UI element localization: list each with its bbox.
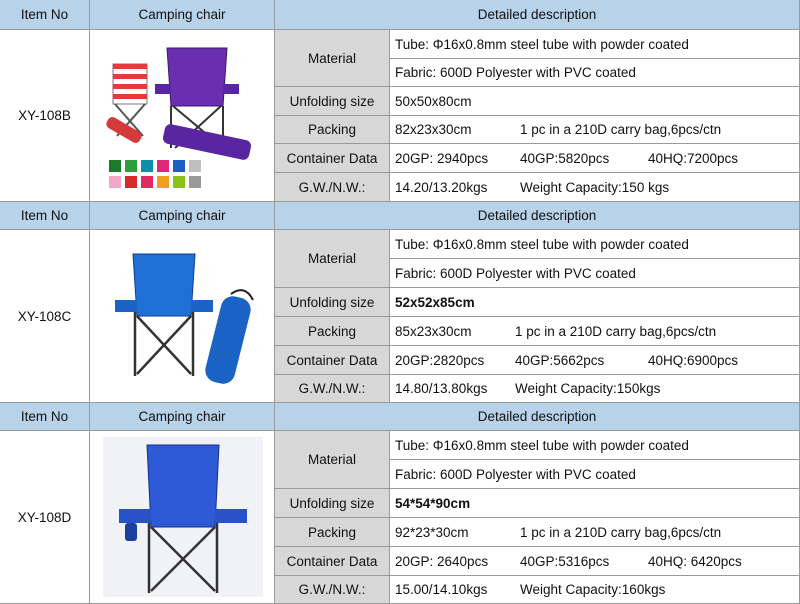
- header-camping-chair: Camping chair: [90, 202, 275, 230]
- header-item-no: Item No: [0, 0, 90, 30]
- value-40hq: 40HQ:7200pcs: [648, 150, 739, 166]
- folding-chair-set-image: [95, 36, 270, 196]
- value-container-data: [390, 346, 800, 375]
- value-fabric: Fabric: 600D Polyester with PVC coated: [390, 259, 800, 288]
- value-40gp: 40GP:5662pcs: [515, 352, 605, 368]
- header-detailed-description: Detailed description: [275, 202, 800, 230]
- value-unfolding-size: 52x52x85cm: [390, 288, 800, 317]
- value-20gp: 20GP: 2640pcs: [395, 553, 489, 569]
- value-weight: [390, 173, 800, 202]
- value-packing-size: 82x23x30cm: [395, 122, 472, 137]
- value-weight-capacity: Weight Capacity:150 kgs: [520, 179, 670, 195]
- value-fabric: Fabric: 600D Polyester with PVC coated: [390, 460, 800, 489]
- label-unfolding-size: Unfolding size: [275, 489, 390, 518]
- value-container-data: [390, 144, 800, 173]
- product-image: [90, 431, 275, 604]
- value-packing: [390, 116, 800, 144]
- label-container-data: Container Data: [275, 346, 390, 375]
- label-packing: Packing: [275, 518, 390, 547]
- value-20gp: 20GP: 2940pcs: [395, 150, 489, 166]
- product-block-xy-108b: [0, 0, 800, 202]
- value-packing-bag: 1 pc in a 210D carry bag,6pcs/ctn: [520, 524, 722, 540]
- value-unfolding-size: 54*54*90cm: [390, 489, 800, 518]
- product-block-xy-108d: [0, 403, 800, 604]
- product-image: [90, 30, 275, 202]
- header-item-no: Item No: [0, 403, 90, 431]
- blue-chair-with-bag-image: [95, 236, 270, 396]
- label-packing: Packing: [275, 317, 390, 346]
- label-container-data: Container Data: [275, 547, 390, 576]
- header-camping-chair: Camping chair: [90, 403, 275, 431]
- label-unfolding-size: Unfolding size: [275, 87, 390, 116]
- value-weight: [390, 375, 800, 403]
- label-gw-nw: G.W./N.W.:: [275, 173, 390, 202]
- color-swatches: [109, 160, 201, 188]
- value-packing-bag: 1 pc in a 210D carry bag,6pcs/ctn: [515, 323, 717, 339]
- value-tube: Tube: Φ16x0.8mm steel tube with powder coated: [390, 30, 800, 59]
- value-40gp: 40GP:5316pcs: [520, 553, 610, 569]
- value-weight-capacity: Weight Capacity:160kgs: [520, 582, 666, 597]
- item-number: XY-108C: [0, 230, 90, 403]
- value-weight-capacity: Weight Capacity:150kgs: [515, 381, 661, 396]
- label-container-data: Container Data: [275, 144, 390, 173]
- value-packing-bag: 1 pc in a 210D carry bag,6pcs/ctn: [520, 122, 722, 137]
- label-gw-nw: G.W./N.W.:: [275, 576, 390, 604]
- value-tube: Tube: Φ16x0.8mm steel tube with powder coated: [390, 230, 800, 259]
- value-20gp: 20GP:2820pcs: [395, 352, 485, 368]
- blue-chair-graphic: [115, 254, 213, 376]
- value-fabric: Fabric: 600D Polyester with PVC coated: [390, 59, 800, 87]
- value-weight: [390, 576, 800, 604]
- value-packing: [390, 317, 800, 346]
- header-detailed-description: Detailed description: [275, 403, 800, 431]
- value-40hq: 40HQ:6900pcs: [648, 352, 739, 368]
- label-material: Material: [275, 431, 390, 489]
- value-40gp: 40GP:5820pcs: [520, 150, 610, 166]
- label-material: Material: [275, 230, 390, 288]
- value-packing-size: 92*23*30cm: [395, 524, 469, 540]
- header-detailed-description: Detailed description: [275, 0, 800, 30]
- value-packing: [390, 518, 800, 547]
- product-block-xy-108c: [0, 202, 800, 403]
- label-material: Material: [275, 30, 390, 87]
- value-tube: Tube: Φ16x0.8mm steel tube with powder coated: [390, 431, 800, 460]
- value-gw-nw: 15.00/14.10kgs: [395, 582, 488, 597]
- label-packing: Packing: [275, 116, 390, 144]
- product-image: [90, 230, 275, 403]
- label-gw-nw: G.W./N.W.:: [275, 375, 390, 403]
- value-packing-size: 85x23x30cm: [395, 323, 472, 339]
- blue-chair-image: [95, 435, 270, 600]
- value-gw-nw: 14.20/13.20kgs: [395, 179, 488, 195]
- value-container-data: [390, 547, 800, 576]
- header-item-no: Item No: [0, 202, 90, 230]
- value-40hq: 40HQ: 6420pcs: [648, 553, 742, 569]
- header-camping-chair: Camping chair: [90, 0, 275, 30]
- item-number: XY-108B: [0, 30, 90, 202]
- value-gw-nw: 14.80/13.80kgs: [395, 381, 488, 396]
- item-number: XY-108D: [0, 431, 90, 604]
- value-unfolding-size: 50x50x80cm: [390, 87, 800, 116]
- label-unfolding-size: Unfolding size: [275, 288, 390, 317]
